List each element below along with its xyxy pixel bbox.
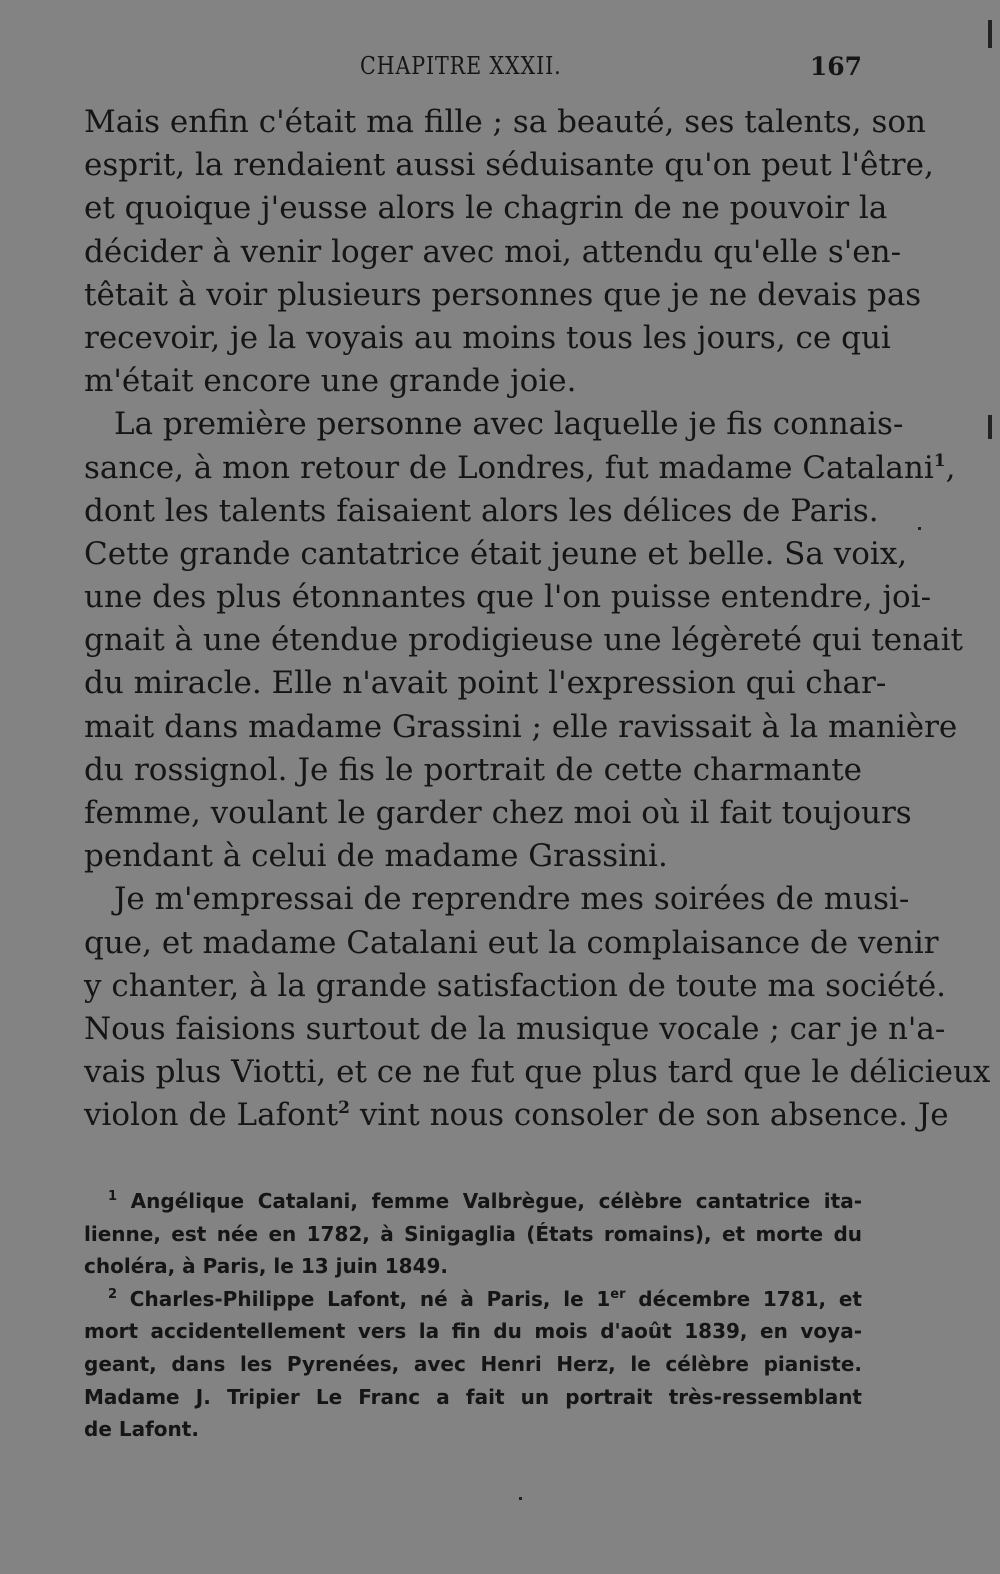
footnote-line: mort accidentellement vers la fin du mois d'août 1839, en voya- [84, 1319, 862, 1344]
text-line: y chanter, à la grande satisfaction de toute ma société. [84, 967, 947, 1004]
text-line: femme, voulant le garder chez moi où il fait toujours [84, 795, 912, 831]
text-fragment: Charles-Philippe Lafont, né à Paris, le 1 [117, 1286, 611, 1311]
scan-artifact [918, 527, 921, 530]
text-line: dont les talents faisaient alors les délices de Paris. [84, 492, 879, 529]
superscript: er [610, 1286, 626, 1302]
text-fragment: décembre 1781, et [625, 1286, 862, 1311]
text-line: Cette grande cantatrice était jeune et belle. Sa voix, [84, 535, 908, 572]
text-line: recevoir, je la voyais au moins tous les jours, ce qui [84, 319, 891, 356]
text-line: et quoique j'eusse alors le chagrin de ne pouvoir la [84, 190, 888, 227]
text-line: une des plus étonnantes que l'on puisse entendre, joi- [84, 579, 932, 616]
page-header [84, 52, 862, 92]
scan-artifact [988, 20, 992, 48]
text-fragment: , [945, 449, 956, 486]
footnote-marker: 2 [338, 1098, 351, 1119]
scan-artifact [988, 415, 992, 439]
text-fragment: vint nous consoler de son absence. Je [350, 1097, 949, 1134]
footnote-number: 2 [108, 1286, 118, 1302]
text-line: mait dans madame Grassini ; elle ravissait à la manière [84, 708, 958, 745]
text-line: têtait à voir plusieurs personnes que je ne devais pas [84, 276, 922, 313]
footnote-line: lienne, est née en 1782, à Sinigaglia (États romains), et morte du [84, 1221, 862, 1246]
footnote-line [84, 1185, 862, 1218]
text-fragment: violon de Lafont [84, 1097, 339, 1134]
footnote-line: geant, dans les Pyrenées, avec Henri Herz, le célèbre pianiste. [84, 1351, 862, 1376]
scan-artifact [519, 1497, 522, 1500]
text-line: du miracle. Elle n'avait point l'expression qui char- [84, 665, 887, 702]
text-line [84, 447, 956, 490]
footnote-line [84, 1283, 862, 1316]
footnote-marker: 1 [933, 450, 946, 471]
text-line: décider à venir loger avec moi, attendu qu'elle s'en- [84, 233, 902, 270]
text-line: esprit, la rendaient aussi séduisante qu'on peut l'être, [84, 147, 934, 184]
footnotes [84, 1185, 862, 1446]
text-line: du rossignol. Je fis le portrait de cette charmante [84, 751, 862, 788]
text-line: La première personne avec laquelle je fis connais- [114, 406, 904, 443]
text-fragment: Angélique Catalani, femme Valbrègue, célèbre cantatrice ita- [117, 1189, 862, 1213]
text-line: vais plus Viotti, et ce ne fut que plus tard que le délicieux [84, 1054, 991, 1091]
text-line: Je m'empressai de reprendre mes soirées de musi- [114, 881, 910, 918]
page-number: 167 [809, 52, 862, 81]
footnote-line: Madame J. Tripier Le Franc a fait un portrait très-ressemblant [84, 1384, 862, 1409]
text-line: Nous faisions surtout de la musique vocale ; car je n'a- [84, 1010, 946, 1047]
text-line: gnait à une étendue prodigieuse une légèreté qui tenait [84, 622, 963, 659]
body-text [84, 101, 991, 1138]
footnote-number: 1 [108, 1189, 118, 1204]
text-fragment: sance, à mon retour de Londres, fut madame Catalani [84, 449, 934, 486]
text-line: que, et madame Catalani eut la complaisance de venir [84, 924, 939, 961]
text-line: Mais enfin c'était ma fille ; sa beauté, ses talents, son [84, 104, 927, 140]
footnote-line: choléra, à Paris, le 13 juin 1849. [84, 1254, 449, 1279]
footnote-line: de Lafont. [84, 1417, 199, 1442]
running-head: CHAPITRE XXXII. [360, 52, 562, 80]
text-line [84, 1094, 949, 1137]
text-line: m'était encore une grande joie. [84, 363, 577, 400]
text-line: pendant à celui de madame Grassini. [84, 838, 668, 875]
